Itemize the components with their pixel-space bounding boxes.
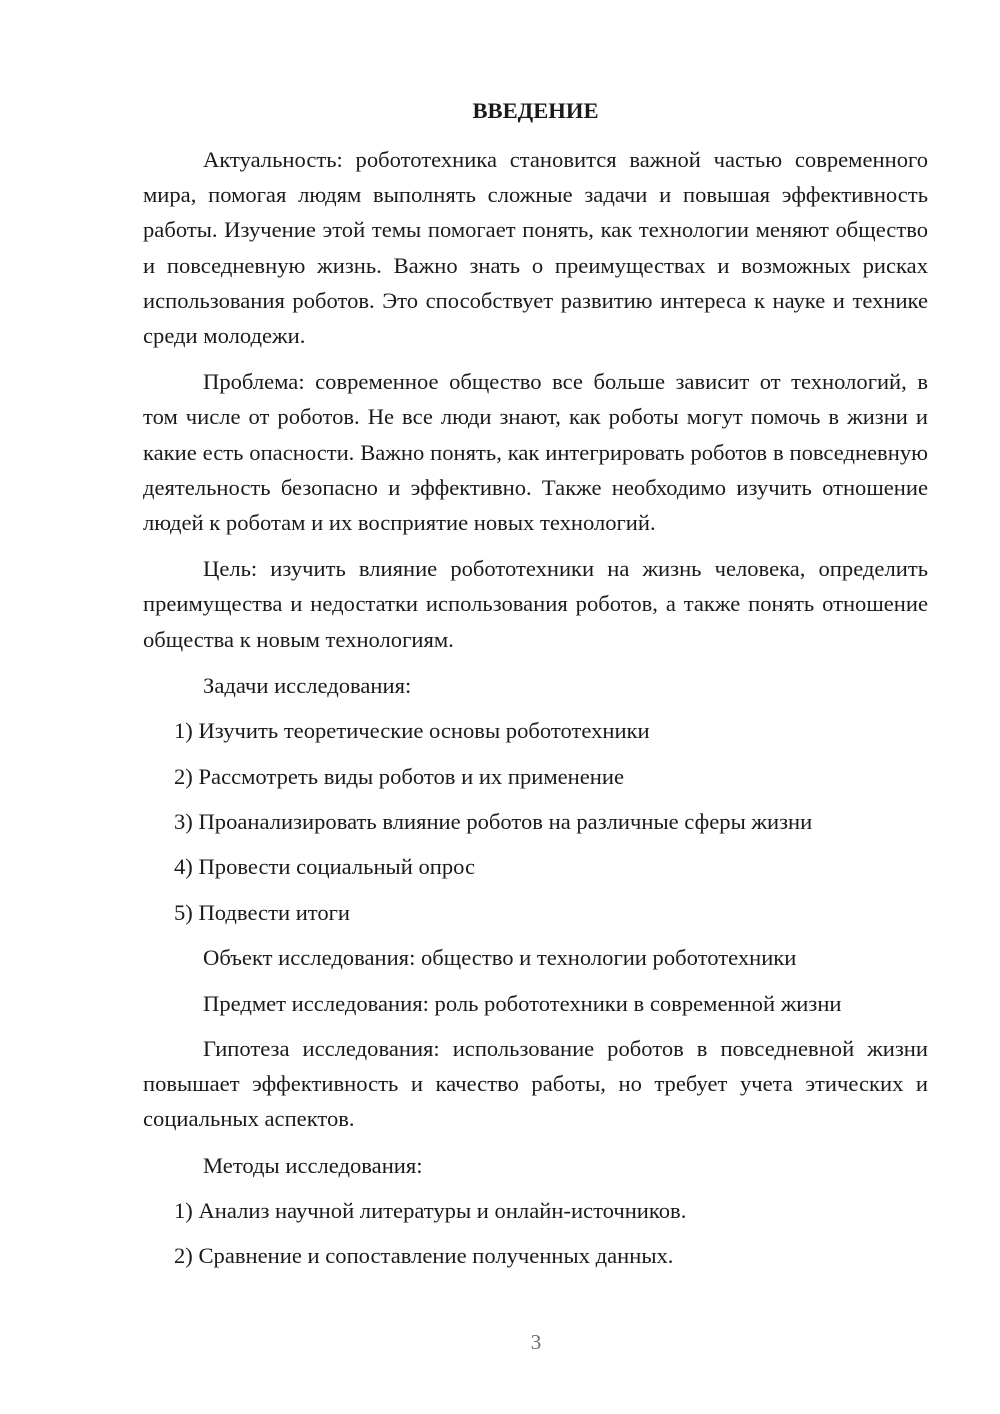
goal-paragraph: Цель: изучить влияние робототехники на жизнь человека, определить преимущества и недостатки использования роботов, а также понять отношение общества к новым технологиям.	[143, 556, 928, 652]
task-item: 3) Проанализировать влияние роботов на различные сферы жизни	[174, 809, 813, 835]
task-item: 4) Провести социальный опрос	[174, 854, 476, 880]
method-item: 1) Анализ научной литературы и онлайн-источников.	[174, 1197, 687, 1223]
subject-line: Предмет исследования: роль робототехники в современной жизни	[203, 990, 842, 1016]
document-body	[143, 93, 928, 1284]
task-item: 5) Подвести итоги	[174, 899, 351, 925]
page-number: 3	[530, 1330, 542, 1354]
object-line: Объект исследования: общество и технологии робототехники	[203, 945, 797, 971]
task-item: 1) Изучить теоретические основы робототехники	[174, 718, 650, 744]
task-item: 2) Рассмотреть виды роботов и их применение	[174, 763, 624, 789]
tasks-label: Задачи исследования:	[203, 672, 412, 698]
hypothesis-paragraph: Гипотеза исследования: использование роботов в повседневной жизни повышает эффективность и качество работы, но требует учета этических и социальных аспектов.	[143, 1035, 928, 1132]
section-heading: ВВЕДЕНИЕ	[472, 98, 599, 123]
problem-paragraph: Проблема: современное общество все больше зависит от технологий, в том числе от роботов. Не все люди знают, как роботы могут помочь в жизни и какие есть опасности. Важно понять, как интегрировать роботов в повседневную деятельность безопасно и эффективно. Также необходимо изучить отношение людей к роботам и их восприятие новых технологий.	[143, 369, 928, 536]
relevance-paragraph: Актуальность: робототехника становится важной частью современного мира, помогая людям выполнять сложные задачи и повышая эффективность работы. Изучение этой темы помогает понять, как технологии меняют общество и повседневную жизнь. Важно знать о преимуществах и возможных рисках использования роботов. Это способствует развитию интереса к науке и технике среди молодежи.	[143, 147, 928, 349]
method-item: 2) Сравнение и сопоставление полученных данных.	[174, 1243, 674, 1269]
methods-label: Методы исследования:	[203, 1152, 423, 1178]
